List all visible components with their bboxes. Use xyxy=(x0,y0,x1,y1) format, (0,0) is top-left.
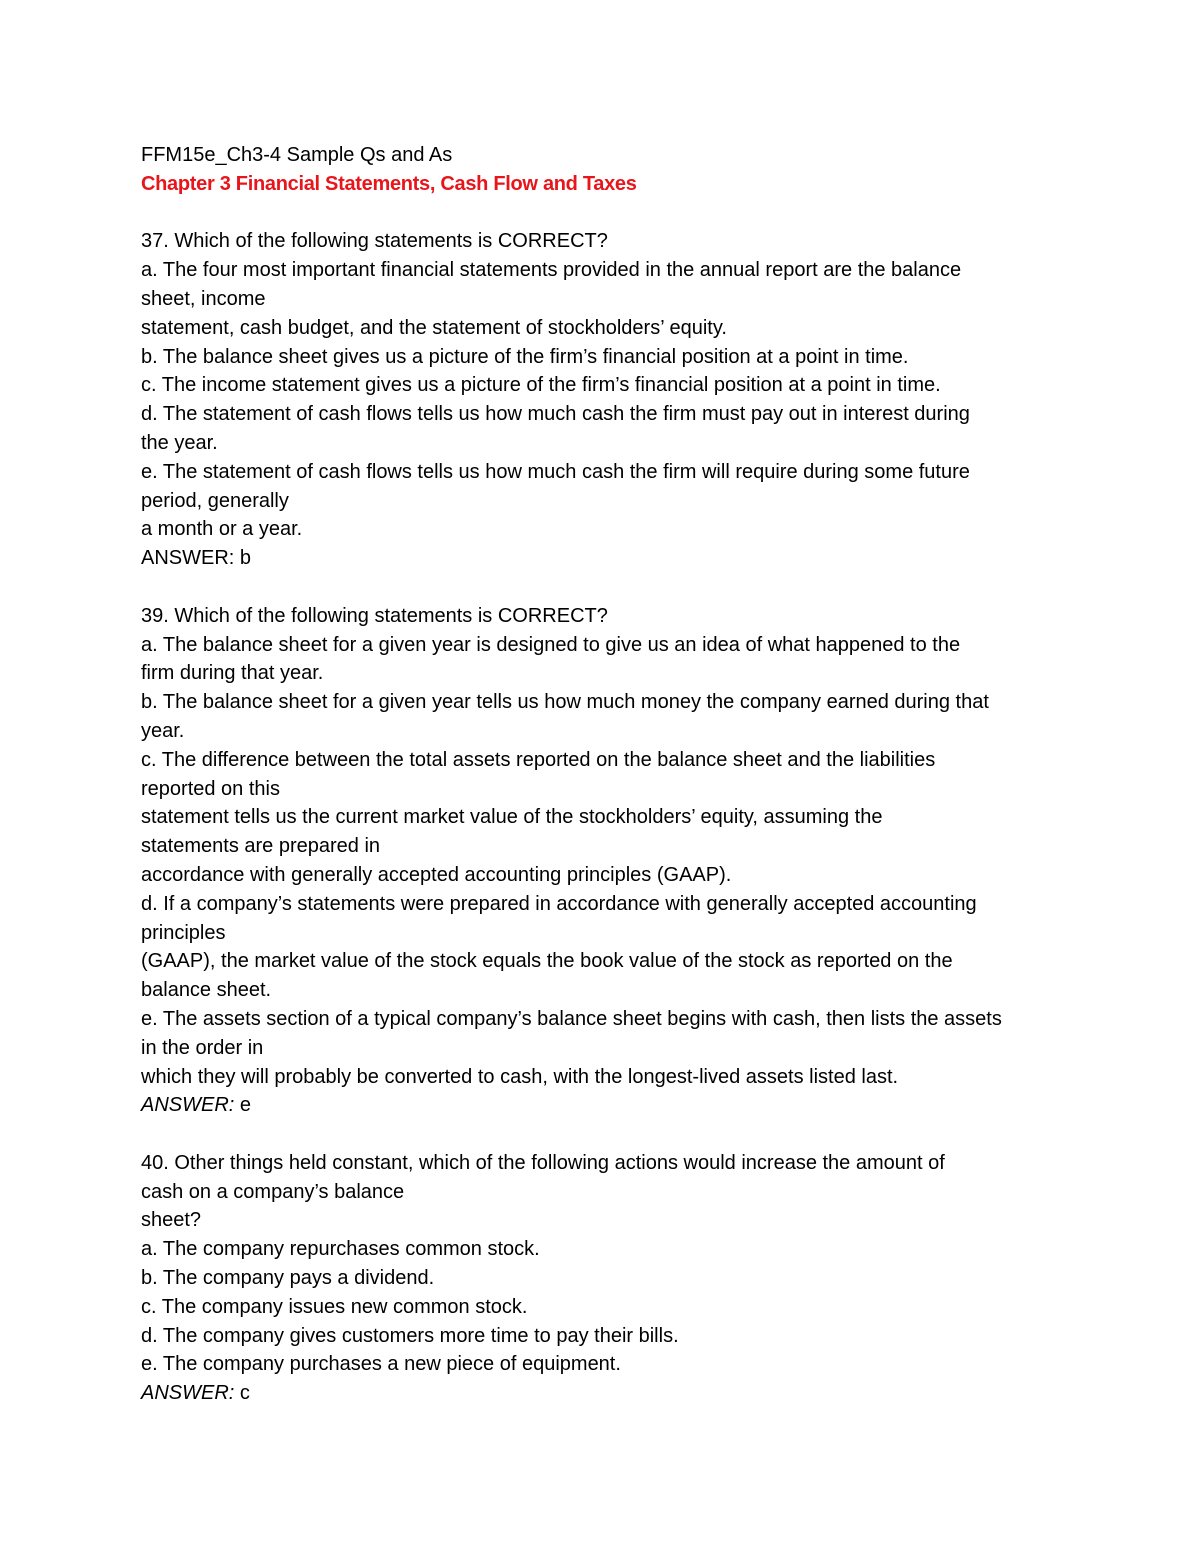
option-line: e. The statement of cash flows tells us how much cash the firm will require during some future xyxy=(141,460,970,483)
question-stem: 40. Other things held constant, which of the following actions would increase the amount of xyxy=(141,1151,945,1174)
answer-label: ANSWER: xyxy=(141,547,235,570)
option-line: sheet? xyxy=(141,1209,202,1232)
option-line: a. The balance sheet for a given year is designed to give us an idea of what happened to the xyxy=(141,633,961,656)
answer-line xyxy=(141,1091,1061,1120)
option-line: d. If a company’s statements were prepared in accordance with generally accepted accounting xyxy=(141,892,977,915)
option-line: b. The balance sheet gives us a picture of the firm’s financial position at a point in time. xyxy=(141,345,909,368)
option-line: principles xyxy=(141,921,226,944)
option-line: a month or a year. xyxy=(141,518,303,541)
option-line: a. The four most important financial statements provided in the annual report are the balance xyxy=(141,259,962,282)
option-line: a. The company repurchases common stock. xyxy=(141,1238,540,1261)
answer-value: c xyxy=(239,1382,250,1405)
answer-value: e xyxy=(239,1094,252,1117)
option-line: c. The difference between the total assets reported on the balance sheet and the liabilities xyxy=(141,748,936,771)
answer-label: ANSWER: xyxy=(141,1094,235,1117)
spacer xyxy=(141,1120,1061,1149)
option-line: b. The company pays a dividend. xyxy=(141,1267,435,1290)
document-title: FFM15e_Ch3-4 Sample Qs and As xyxy=(141,144,453,166)
option-line: balance sheet. xyxy=(141,979,272,1002)
spacer xyxy=(141,199,1061,228)
option-line: cash on a company’s balance xyxy=(141,1180,405,1203)
option-line: in the order in xyxy=(141,1036,264,1059)
answer-label: ANSWER: xyxy=(141,1382,235,1405)
option-line: e. The company purchases a new piece of equipment. xyxy=(141,1353,621,1376)
question-stem: 37. Which of the following statements is CORRECT? xyxy=(141,230,608,253)
option-line: d. The company gives customers more time to pay their bills. xyxy=(141,1324,679,1347)
question-37 xyxy=(141,227,1061,573)
option-line: firm during that year. xyxy=(141,662,324,685)
option-line: accordance with generally accepted accounting principles (GAAP). xyxy=(141,863,732,886)
question-40 xyxy=(141,1149,1061,1408)
option-line: (GAAP), the market value of the stock equals the book value of the stock as reported on the xyxy=(141,950,953,973)
option-line: which they will probably be converted to cash, with the longest-lived assets listed last. xyxy=(141,1065,899,1088)
question-stem: 39. Which of the following statements is CORRECT? xyxy=(141,604,608,627)
option-line: sheet, income xyxy=(141,287,266,310)
option-line: d. The statement of cash flows tells us how much cash the firm must pay out in interest during xyxy=(141,403,970,426)
option-line: statements are prepared in xyxy=(141,835,381,858)
option-line: period, generally xyxy=(141,489,289,512)
option-line: b. The balance sheet for a given year tells us how much money the company earned during that xyxy=(141,691,989,714)
option-line: the year. xyxy=(141,431,218,454)
option-line: statement, cash budget, and the statement of stockholders’ equity. xyxy=(141,316,727,339)
question-39 xyxy=(141,602,1061,1120)
spacer xyxy=(141,573,1061,602)
option-line: year. xyxy=(141,719,185,742)
option-line: reported on this xyxy=(141,777,280,800)
option-line: statement tells us the current market value of the stockholders’ equity, assuming the xyxy=(141,806,883,829)
answer-line xyxy=(141,1379,1061,1408)
option-line: c. The company issues new common stock. xyxy=(141,1295,528,1318)
document-page xyxy=(141,141,1061,1408)
answer-value: b xyxy=(239,547,252,570)
option-line: c. The income statement gives us a picture of the firm’s financial position at a point in time. xyxy=(141,374,941,397)
answer-line xyxy=(141,544,1061,573)
chapter-heading: Chapter 3 Financial Statements, Cash Flow and Taxes xyxy=(141,172,637,195)
option-line: e. The assets section of a typical company’s balance sheet begins with cash, then lists the assets xyxy=(141,1007,1002,1030)
